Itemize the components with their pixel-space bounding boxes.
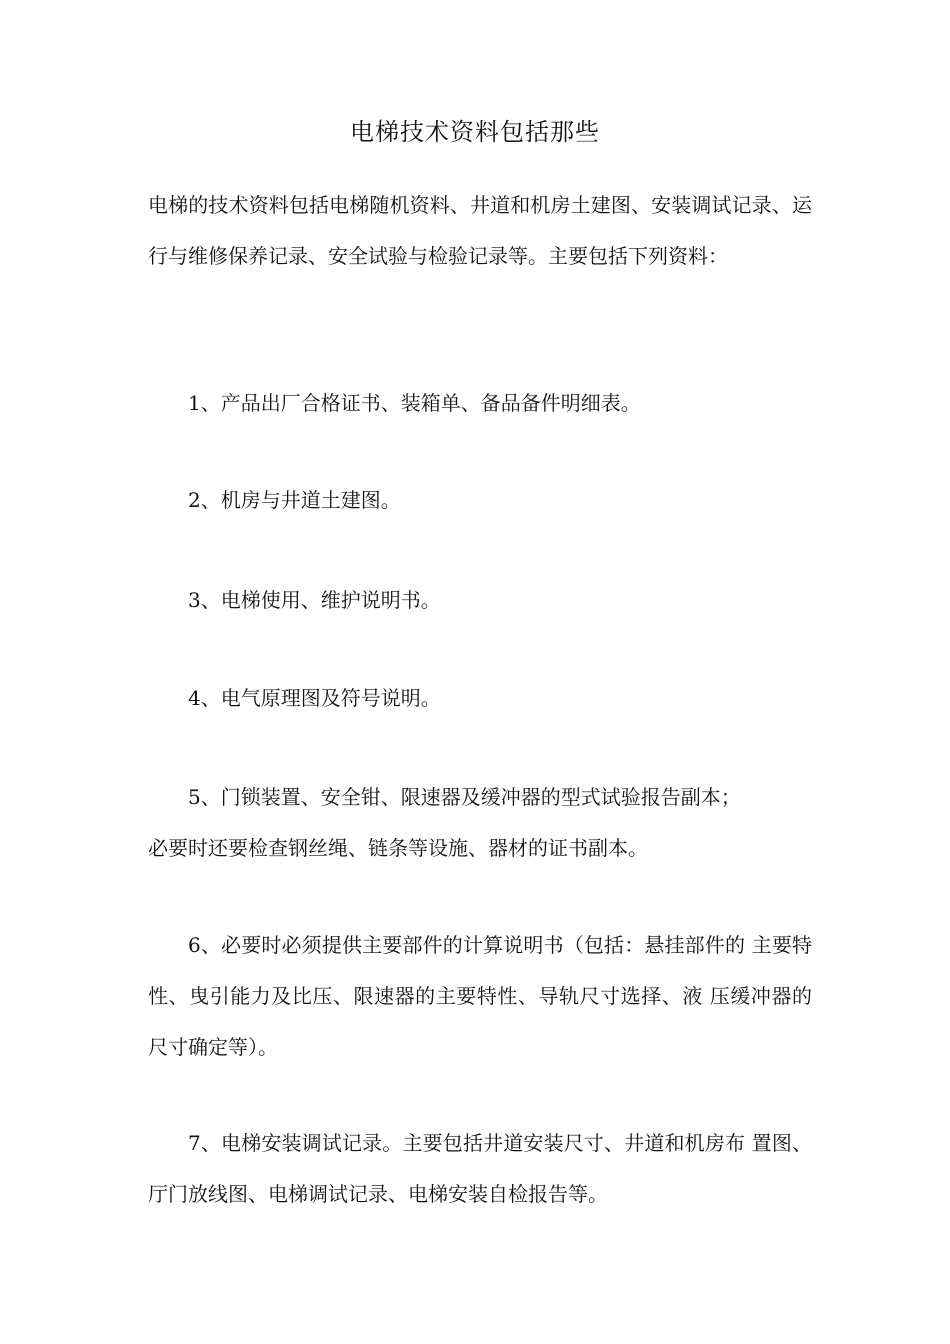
list-item-5: 5、门锁装置、安全钳、限速器及缓冲器的型式试验报告副本； xyxy=(188,785,741,809)
intro-paragraph: 电梯的技术资料包括电梯随机资料、井道和机房土建图、安装调试记录、运行与维修保养记录、安全试验与检验记录等。主要包括下列资料： xyxy=(148,193,812,268)
list-item-7: 7、电梯安装调试记录。主要包括井道安装尺寸、井道和机房布 置图、厅门放线图、电梯调试记录、电梯安装自检报告等。 xyxy=(148,1131,812,1206)
list-item-2: 2、机房与井道土建图。 xyxy=(188,488,401,512)
list-item-1: 1、产品出厂合格证书、装箱单、备品备件明细表。 xyxy=(188,391,641,415)
document-title: 电梯技术资料包括那些 xyxy=(350,118,600,146)
list-item-6: 6、必要时必须提供主要部件的计算说明书（包括：悬挂部件的 主要特性、曳引能力及比压、限速器的主要特性、导轨尺寸选择、液 压缓冲器的尺寸确定等）。 xyxy=(148,933,812,1059)
list-item-4: 4、电气原理图及符号说明。 xyxy=(188,686,441,710)
list-item-3: 3、电梯使用、维护说明书。 xyxy=(188,588,441,612)
list-item-5-continuation: 必要时还要检查钢丝绳、链条等设施、器材的证书副本。 xyxy=(148,836,648,860)
